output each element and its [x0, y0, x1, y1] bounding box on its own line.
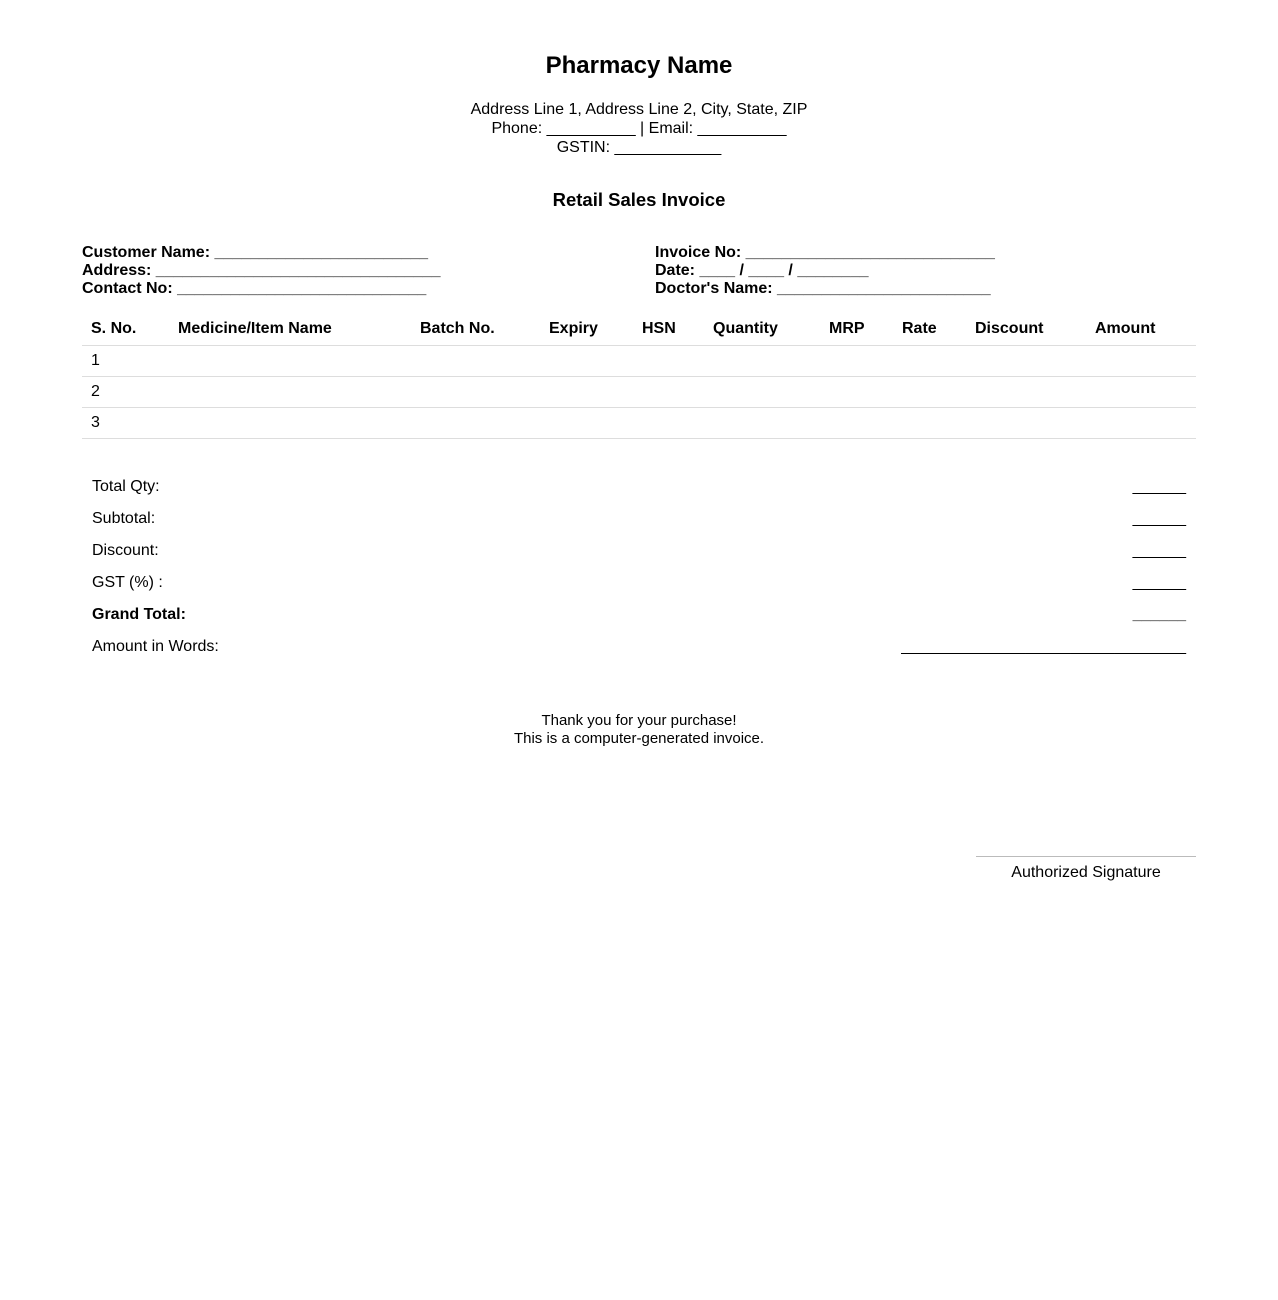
subtotal-value: ______ — [1132, 510, 1186, 527]
pharmacy-address-block — [82, 100, 1196, 157]
cell-batch — [411, 377, 540, 408]
pharmacy-gstin: GSTIN: ____________ — [556, 139, 722, 156]
pharmacy-name: Pharmacy Name — [545, 52, 733, 79]
total-qty-value: ______ — [1132, 478, 1186, 495]
cell-hsn — [633, 408, 704, 439]
cell-batch — [411, 346, 540, 377]
total-qty-label: Total Qty: — [92, 478, 160, 495]
cell-quantity — [704, 377, 820, 408]
cell-sno: 2 — [82, 377, 169, 408]
gst-label: GST (%) : — [92, 574, 163, 591]
column-header-amount: Amount — [1086, 314, 1196, 346]
cell-rate — [893, 408, 966, 439]
document-title: Retail Sales Invoice — [552, 189, 726, 210]
totals-section — [92, 477, 1186, 669]
column-header-expiry: Expiry — [540, 314, 633, 346]
customer-name-field: Customer Name: ________________________ — [82, 244, 429, 261]
cell-rate — [893, 346, 966, 377]
table-row — [82, 377, 1196, 408]
cell-batch — [411, 408, 540, 439]
pharmacy-address: Address Line 1, Address Line 2, City, State, ZIP — [470, 101, 808, 118]
column-header-rate: Rate — [893, 314, 966, 346]
cell-item-name — [169, 346, 411, 377]
subtotal-row — [92, 509, 1186, 541]
column-header-mrp: MRP — [820, 314, 893, 346]
invoice-date-field: Date: ____ / ____ / ________ — [655, 262, 869, 279]
cell-amount — [1086, 377, 1196, 408]
column-header-discount: Discount — [966, 314, 1086, 346]
computer-generated-note: This is a computer-generated invoice. — [513, 730, 765, 747]
cell-amount — [1086, 408, 1196, 439]
grand-total-value: ______ — [1132, 606, 1186, 623]
amount-in-words-row — [92, 637, 1186, 669]
cell-rate — [893, 377, 966, 408]
customer-details — [82, 244, 441, 298]
total-qty-row — [92, 477, 1186, 509]
cell-amount — [1086, 346, 1196, 377]
cell-hsn — [633, 377, 704, 408]
discount-row — [92, 541, 1186, 573]
cell-item-name — [169, 408, 411, 439]
column-header-item-name: Medicine/Item Name — [169, 314, 411, 346]
cell-quantity — [704, 408, 820, 439]
cell-hsn — [633, 346, 704, 377]
cell-quantity — [704, 346, 820, 377]
footer-note — [82, 712, 1196, 748]
cell-discount — [966, 377, 1086, 408]
cell-item-name — [169, 377, 411, 408]
cell-expiry — [540, 377, 633, 408]
column-header-batch: Batch No. — [411, 314, 540, 346]
cell-discount — [966, 346, 1086, 377]
cell-sno: 3 — [82, 408, 169, 439]
cell-mrp — [820, 377, 893, 408]
column-header-quantity: Quantity — [704, 314, 820, 346]
invoice-details — [655, 244, 995, 298]
cell-mrp — [820, 408, 893, 439]
amount-in-words-label: Amount in Words: — [92, 638, 219, 655]
customer-contact-field: Contact No: ____________________________ — [82, 280, 427, 297]
cell-discount — [966, 408, 1086, 439]
gst-row — [92, 573, 1186, 605]
invoice-number-field: Invoice No: ____________________________ — [655, 244, 995, 261]
discount-value: ______ — [1132, 542, 1186, 559]
cell-expiry — [540, 346, 633, 377]
column-header-sno: S. No. — [82, 314, 169, 346]
discount-label: Discount: — [92, 542, 159, 559]
authorized-signature: Authorized Signature — [976, 856, 1196, 883]
table-row — [82, 346, 1196, 377]
doctor-name-field: Doctor's Name: ________________________ — [655, 280, 991, 297]
table-row — [82, 408, 1196, 439]
table-header-row — [82, 314, 1196, 346]
cell-mrp — [820, 346, 893, 377]
customer-address-field: Address: ________________________________ — [82, 262, 441, 279]
subtotal-label: Subtotal: — [92, 510, 156, 527]
cell-sno: 1 — [82, 346, 169, 377]
grand-total-row — [92, 605, 1186, 637]
pharmacy-contact: Phone: __________ | Email: __________ — [491, 120, 787, 137]
column-header-hsn: HSN — [633, 314, 704, 346]
thank-you-text: Thank you for your purchase! — [541, 712, 737, 729]
items-table — [82, 314, 1196, 439]
cell-expiry — [540, 408, 633, 439]
gst-value: ______ — [1132, 574, 1186, 591]
amount-in-words-value: ________________________________ — [901, 638, 1186, 655]
grand-total-label: Grand Total: — [92, 606, 186, 623]
